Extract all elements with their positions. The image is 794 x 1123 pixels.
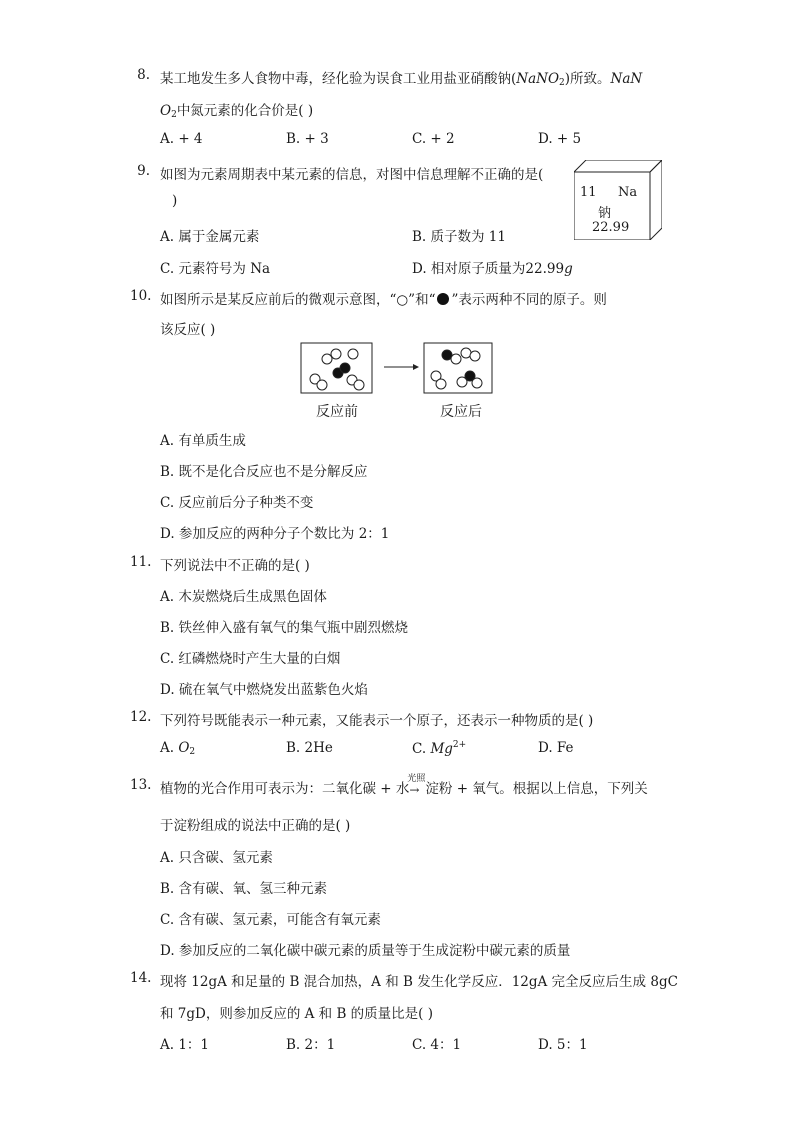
q9-option-a[interactable]: A. 属于金属元素 [160,229,260,245]
q8-number: 8. [137,67,150,83]
q9-number: 9. [137,163,150,179]
q8-formula2-sub: 2 [171,110,177,120]
q8-formula-sub: 2 [559,78,565,88]
q14-option-c[interactable]: C. 4：1 [412,1037,462,1053]
reaction-diagram [300,342,495,422]
q10-option-d[interactable]: D. 参加反应的两种分子个数比为 2：1 [160,526,390,542]
q11-option-c[interactable]: C. 红磷燃烧时产生大量的白烟 [160,651,341,667]
q12-option-c-sup: 2+ [452,740,467,750]
q8-stem-text: 某工地发生多人食物中毒，经化验为误食工业用盐亚硝酸钠( [160,71,517,87]
q10-stem-text2: ”表示两种不同的原子。则 [451,292,607,308]
q12-stem: 下列符号既能表示一种元素，又能表示一个原子，还表示一种物质的是( ) [160,713,594,729]
element-symbol: Na [618,185,638,200]
solid-atom-icon [437,293,449,305]
q10-option-a[interactable]: A. 有单质生成 [160,433,246,449]
q14-number: 14. [130,970,152,986]
q12-option-c[interactable] [412,740,466,757]
q13-stem-line1 [160,774,648,797]
reaction-condition: 光照 [407,774,426,784]
q13-option-b[interactable]: B. 含有碳、氧、氢三种元素 [160,881,328,897]
q9-option-d[interactable] [412,257,573,277]
q11-number: 11. [130,554,152,570]
q10-number: 10. [130,288,152,304]
q13-stem-text2: 淀粉 + 氧气。根据以上信息，下列关 [425,781,648,797]
q11-option-b[interactable]: B. 铁丝伸入盛有氧气的集气瓶中剧烈燃烧 [160,620,409,636]
q10-stem-line2: 该反应( ) [160,322,216,338]
q12-option-a-formula: O [178,740,190,756]
q11-stem: 下列说法中不正确的是( ) [160,558,310,574]
q8-formula2: NaN [610,71,643,87]
q11-option-a[interactable]: A. 木炭燃烧后生成黑色固体 [160,589,327,605]
q8-stem-text3: 中氮元素的化合价是( ) [176,103,314,119]
q8-stem-line1 [160,67,642,88]
q12-option-a-sub: 2 [189,747,196,757]
q9-option-c[interactable]: C. 元素符号为 Na [160,261,271,277]
q10-stem-text: 如图所示是某反应前后的微观示意图，“○”和“ [160,292,436,308]
q12-option-a[interactable] [160,740,195,757]
q8-formula: NaNO [516,71,560,87]
q8-formula2-head: O [160,103,172,119]
q13-stem-text: 植物的光合作用可表示为：二氧化碳 + 水 [160,781,410,797]
q12-option-b[interactable]: B. 2He [286,740,333,756]
q13-option-c[interactable]: C. 含有碳、氢元素，可能含有氧元素 [160,912,381,928]
q8-option-c[interactable]: C. + 2 [412,131,455,147]
q8-option-d[interactable]: D. + 5 [538,131,582,147]
q12-option-d[interactable]: D. Fe [538,740,574,756]
q8-option-b[interactable]: B. + 3 [286,131,329,147]
element-name: 钠 [598,206,612,221]
q9-stem-line2: ) [172,193,178,209]
q9-option-d-text: D. 相对原子质量为22.99 [412,261,565,277]
element-atomic-number: 11 [580,185,597,200]
q10-stem-line1 [160,288,607,308]
q14-option-b[interactable]: B. 2：1 [286,1037,336,1053]
q10-option-b[interactable]: B. 既不是化合反应也不是分解反应 [160,464,368,480]
q14-stem-line1: 现将 12gA 和足量的 B 混合加热，A 和 B 发生化学反应．12gA 完全反应后生成 8gC [160,974,678,990]
q8-stem-text2: )所致。 [564,71,611,87]
q9-stem-line1: 如图为元素周期表中某元素的信息，对图中信息理解不正确的是( [160,167,544,183]
q14-option-a[interactable]: A. 1：1 [160,1037,210,1053]
q8-stem-line2 [160,99,313,120]
element-mass: 22.99 [592,220,630,235]
caption-before-reaction: 反应前 [316,404,358,420]
arrow-icon: → [409,783,420,797]
q12-number: 12. [130,709,152,725]
q12-option-c-formula: Mg [430,741,453,757]
q14-stem-line2: 和 7gD，则参加反应的 A 和 B 的质量比是( ) [160,1006,434,1022]
q13-number: 13. [130,777,152,793]
q14-option-d[interactable]: D. 5：1 [538,1037,588,1053]
q8-option-a[interactable]: A. + 4 [160,131,203,147]
q11-option-d[interactable]: D. 硫在氧气中燃烧发出蓝紫色火焰 [160,682,368,698]
q9-option-b[interactable]: B. 质子数为 11 [412,229,506,245]
reaction-diagram-svg [300,342,495,394]
q10-option-c[interactable]: C. 反应前后分子种类不变 [160,495,314,511]
element-card-sodium [574,160,662,240]
reaction-arrow [407,774,426,797]
caption-after-reaction: 反应后 [440,404,482,420]
q12-option-a-label: A. [160,740,179,756]
q12-option-c-label: C. [412,741,431,757]
q9-option-d-unit: g [564,261,573,277]
q13-option-d[interactable]: D. 参加反应的二氧化碳中碳元素的质量等于生成淀粉中碳元素的质量 [160,943,571,959]
q13-stem-line2: 于淀粉组成的说法中正确的是( ) [160,818,351,834]
q13-option-a[interactable]: A. 只含碳、氢元素 [160,850,273,866]
